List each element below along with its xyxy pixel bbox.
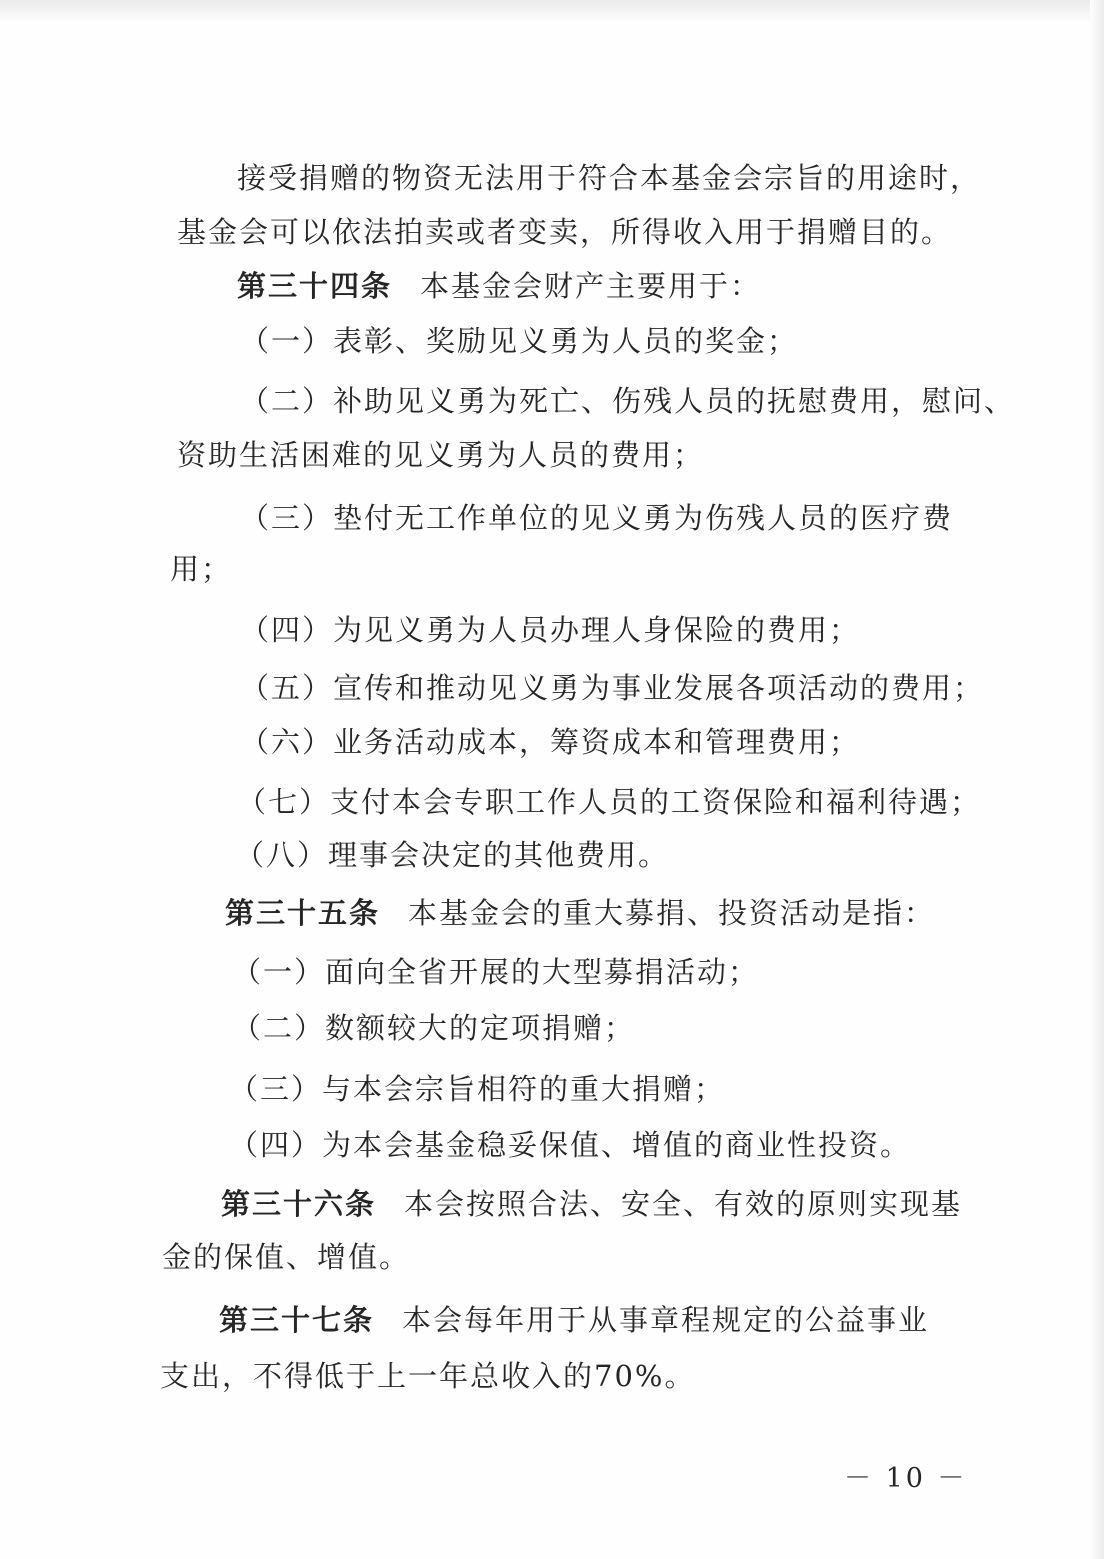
article-37: 第三十七条 本会每年用于从事章程规定的公益事业 xyxy=(219,1303,930,1337)
page-number: － 10 － xyxy=(844,1463,968,1494)
list-item: （六）业务活动成本，筹资成本和管理费用； xyxy=(240,725,861,759)
scan-shadow-right xyxy=(1090,0,1104,1559)
article-heading: 第三十五条 xyxy=(225,896,381,930)
article-heading: 第三十六条 xyxy=(221,1187,377,1221)
article-34: 第三十四条 本基金会财产主要用于： xyxy=(237,269,762,303)
list-item: （四）为本会基金稳妥保值、增值的商业性投资。 xyxy=(229,1128,912,1162)
article-36: 第三十六条 本会按照合法、安全、有效的原则实现基 xyxy=(221,1187,963,1221)
paragraph-line: 基金会可以依法拍卖或者变卖，所得收入用于捐赠目的。 xyxy=(177,215,953,249)
list-item: （一）表彰、奖励见义勇为人员的奖金； xyxy=(240,324,799,358)
list-item: （八）理事会决定的其他费用。 xyxy=(235,838,670,872)
paragraph-line: 资助生活困难的见义勇为人员的费用； xyxy=(177,438,705,472)
paragraph-line: 支出，不得低于上一年总收入的70%。 xyxy=(160,1359,696,1393)
list-item: （五）宣传和推动见义勇为事业发展各项活动的费用； xyxy=(240,671,985,705)
article-heading: 第三十七条 xyxy=(219,1303,375,1337)
article-35: 第三十五条 本基金会的重大募捐、投资活动是指： xyxy=(225,896,936,930)
scan-shadow-top xyxy=(0,0,1104,24)
list-item: （七）支付本会专职工作人员的工资保险和福利待遇； xyxy=(237,785,982,819)
list-item: （二）补助见义勇为死亡、伤残人员的抚慰费用，慰问、 xyxy=(240,384,1016,418)
paragraph-line: 金的保值、增值。 xyxy=(162,1240,411,1274)
list-item: （三）与本会宗旨相符的重大捐赠； xyxy=(229,1072,726,1106)
list-item: （三）垫付无工作单位的见义勇为伤残人员的医疗费 xyxy=(240,501,954,535)
article-heading: 第三十四条 xyxy=(237,269,393,303)
paragraph-line: 用； xyxy=(170,552,233,586)
paragraph-line: 接受捐赠的物资无法用于符合本基金会宗旨的用途时， xyxy=(237,161,982,195)
list-item: （四）为见义勇为人员办理人身保险的费用； xyxy=(240,613,861,647)
list-item: （二）数额较大的定项捐赠； xyxy=(232,1011,636,1045)
list-item: （一）面向全省开展的大型募捐活动； xyxy=(232,955,760,989)
